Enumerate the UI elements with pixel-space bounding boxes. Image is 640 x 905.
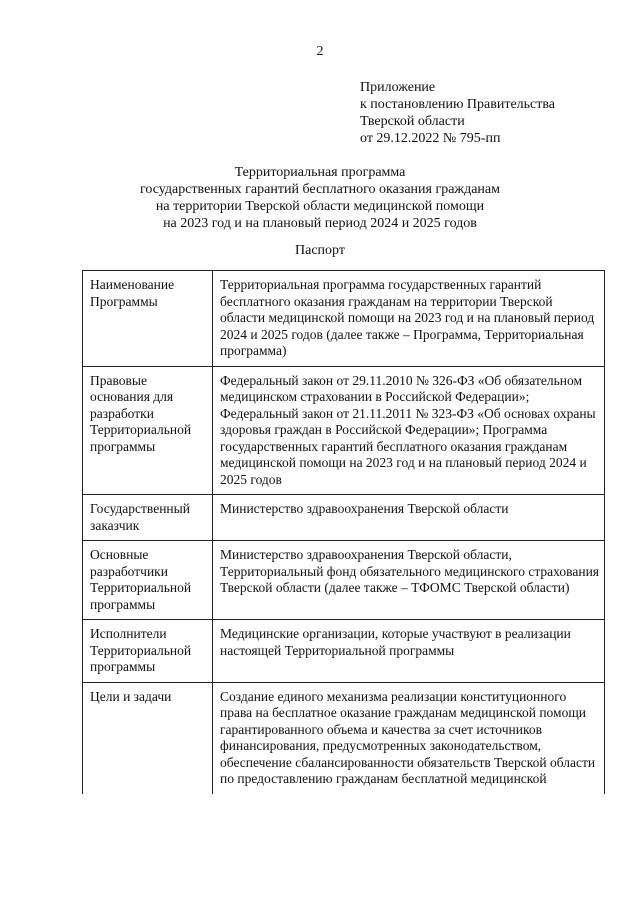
row-value: Федеральный закон от 29.11.2010 № 326-ФЗ «Об обязательном медицинском страховании в Российской Федерации»; Федеральный закон от 21.11.2011 № 323-ФЗ «Об основах охраны здоровья граждан в Российской Федерации»; Программа государственных гарантий бесплатного оказания гражданам медицинской помощи на 2023 год и на плановый период 2024 и 2025 годов [213, 366, 605, 495]
row-label: Основные разработчики Территориальной программы [83, 541, 213, 620]
row-label: Наименование Программы [83, 271, 213, 367]
row-label: Государственный заказчик [83, 495, 213, 541]
table-row [83, 541, 605, 620]
program-title-line: на территории Тверской области медицинской помощи [155, 199, 485, 214]
row-label: Правовые основания для разработки Территориальной программы [83, 366, 213, 495]
page-number: 2 [316, 44, 324, 59]
table-row [83, 682, 605, 794]
table-row [83, 620, 605, 683]
row-value: Территориальная программа государственных гарантий бесплатного оказания гражданам на территории Тверской области медицинской помощи на 2023 год и на плановый период 2024 и 2025 годов (далее также – Программа, Территориальная программа) [213, 271, 605, 367]
row-label: Исполнители Территориальной программы [83, 620, 213, 683]
appendix-line: Тверской области [360, 114, 465, 129]
appendix-line: Приложение [360, 80, 436, 95]
row-value: Министерство здравоохранения Тверской области, Территориальный фонд обязательного медицинского страхования Тверской области (далее также – ТФОМС Тверской области) [213, 541, 605, 620]
program-title-line: Территориальная программа [234, 165, 406, 180]
passport-table [82, 270, 605, 794]
row-value: Министерство здравоохранения Тверской области [213, 495, 605, 541]
program-title [0, 164, 640, 232]
program-title-line: на 2023 год и на плановый период 2024 и 2025 годов [163, 216, 477, 231]
table-row [83, 366, 605, 495]
appendix-block [360, 79, 555, 147]
row-label: Цели и задачи [83, 682, 213, 794]
appendix-line: к постановлению Правительства [360, 97, 556, 112]
appendix-date: от 29.12.2022 № 795-пп [360, 131, 501, 146]
passport-title: Паспорт [295, 243, 345, 258]
table-row [83, 495, 605, 541]
program-title-line: государственных гарантий бесплатного оказания гражданам [139, 182, 500, 197]
row-value: Создание единого механизма реализации конституционного права на бесплатное оказание гражданам медицинской помощи гарантированного объема и качества за счет источников финансирования, предусмотренных законодательством, обеспечение сбалансированности обязательств Тверской области по предоставлению гражданам бесплатной медицинской [213, 682, 605, 794]
table-row [83, 271, 605, 367]
row-value: Медицинские организации, которые участвуют в реализации настоящей Территориальной программы [213, 620, 605, 683]
